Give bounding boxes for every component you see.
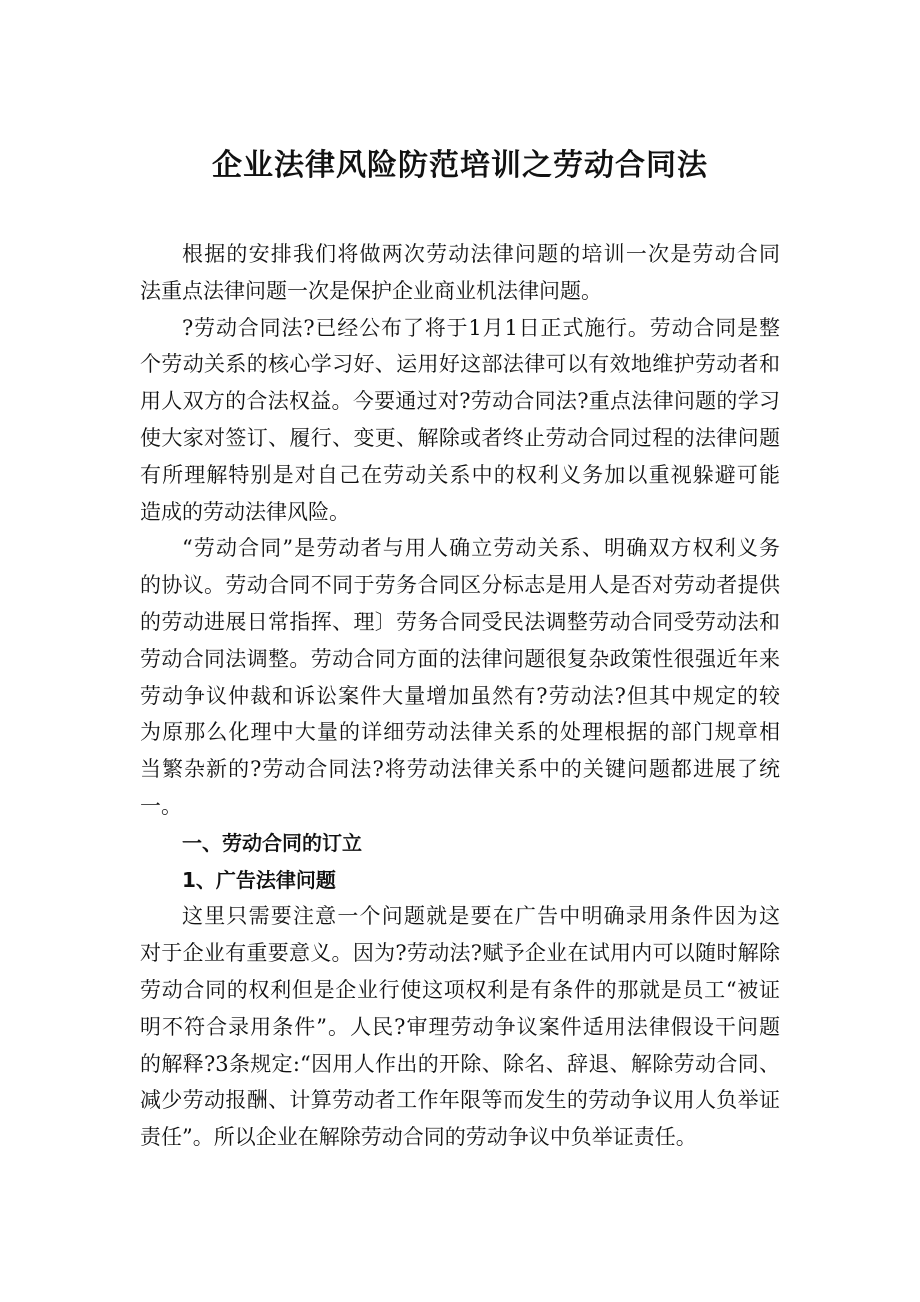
paragraph-4 [140,898,780,1156]
paragraph-2 [140,310,780,531]
text-line: 减少劳动报酬、计算劳动者工作年限等而发生的劳动争议用人负举证 [140,1088,780,1113]
text-line: 当繁杂新的?劳动合同法?将劳动法律关系中的关键问题都进展了统 [140,757,780,782]
text-line: 这里只需要注意一个问题就是要在广告中明确录用条件因为这 [182,904,780,929]
text-line: 的劳动进展日常指挥、理〕劳务合同受民法调整劳动合同受劳动法和 [140,609,780,634]
text-line: 明不符合录用条件”。人民?审理劳动争议案件适用法律假设干问题 [140,1014,780,1039]
text-line: 用人双方的合法权益。今要通过对?劳动合同法?重点法律问题的学习 [140,389,780,414]
text-line: 对于企业有重要意义。因为?劳动法?赋予企业在试用内可以随时解除 [140,941,780,966]
section-heading: 一、劳动合同的订立 [182,830,362,855]
text-line: 使大家对签订、履行、变更、解除或者终止劳动合同过程的法律问题 [140,425,780,450]
text-line: 劳动合同法调整。劳动合同方面的法律问题很复杂政策性很强近年来 [140,646,780,671]
paragraph-3 [140,530,780,824]
text-line: 劳动合同的权利但是企业行使这项权利是有条件的那就是员工“被证 [140,977,780,1002]
text-line: 的协议。劳动合同不同于劳务合同区分标志是用人是否对劳动者提供 [140,573,780,598]
text-line: 有所理解特别是对自己在劳动关系中的权利义务加以重视躲避可能 [140,462,780,487]
text-line: ?劳动合同法?已经公布了将于1月1日正式施行。劳动合同是整 [182,315,780,340]
text-line: 的解释?3条规定:“因用人作出的开除、除名、辞退、解除劳动合同、 [140,1051,780,1076]
text-line: 责任”。所以企业在解除劳动合同的劳动争议中负举证责任。 [140,1125,697,1150]
text-line: 个劳动关系的核心学习好、运用好这部法律可以有效地维护劳动者和 [140,352,780,377]
subsection-heading: 1、广告法律问题 [182,867,336,892]
text-line: “劳动合同”是劳动者与用人确立劳动关系、明确双方权利义务 [182,536,780,561]
paragraph-1 [140,236,780,310]
text-line: 法重点法律问题一次是保护企业商业机法律问题。 [140,278,602,303]
text-line: 一。 [140,793,182,818]
text-line: 造成的劳动法律风险。 [140,499,350,524]
text-line: 根据的安排我们将做两次劳动法律问题的培训一次是劳动合同 [182,242,780,266]
document-body [140,236,780,1156]
document-title: 企业法律风险防范培训之劳动合同法 [212,148,708,183]
text-line: 为原那么化理中大量的详细劳动法律关系的处理根据的部门规章相 [140,720,780,745]
text-line: 劳动争议仲裁和诉讼案件大量增加虽然有?劳动法?但其中规定的较 [140,683,780,708]
